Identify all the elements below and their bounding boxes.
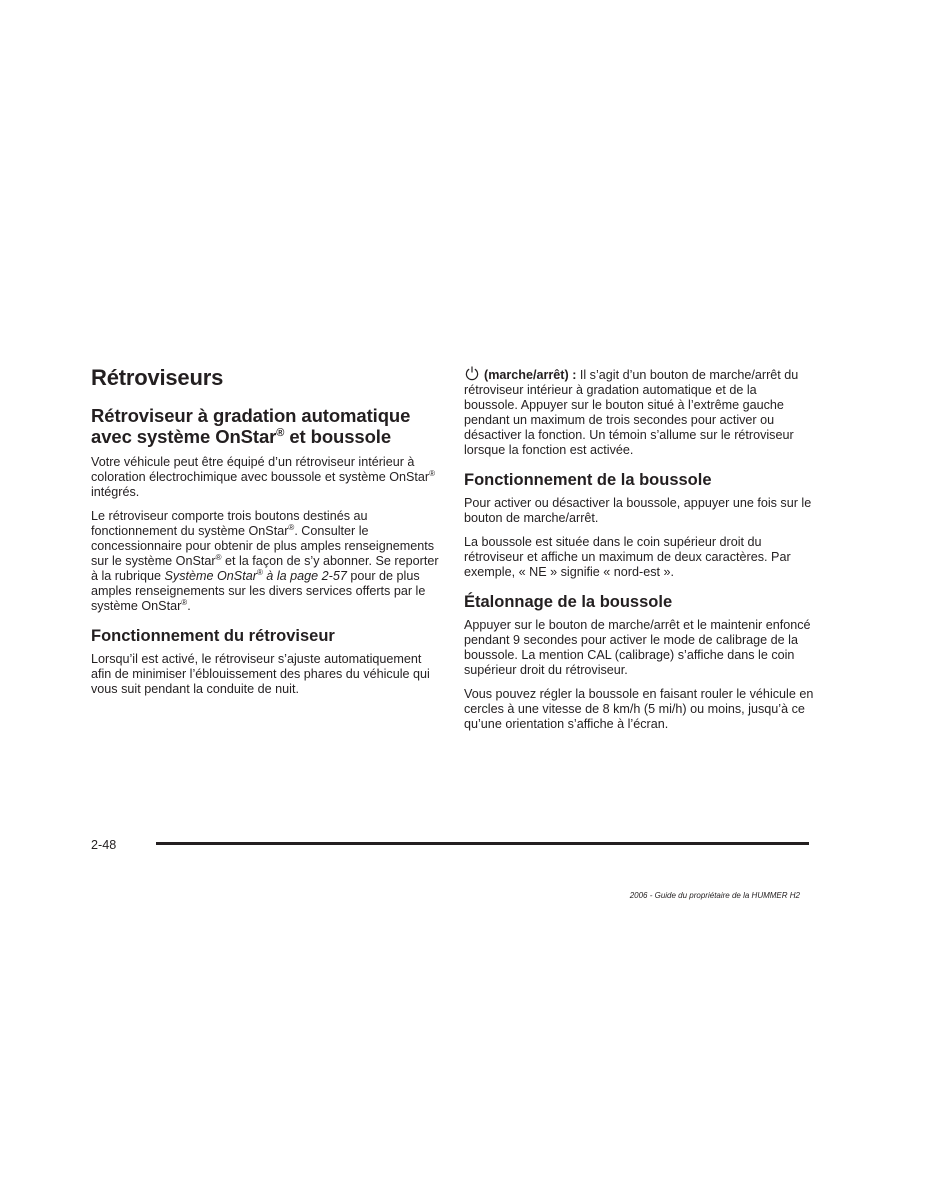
power-button-label: (marche/arrêt) : [484, 368, 577, 382]
section-title: Rétroviseurs [91, 365, 224, 390]
subtitle-line2: avec système OnStar [91, 426, 277, 447]
compass-calibration-heading: Étalonnage de la boussole [464, 593, 673, 611]
buttons-text-4: pour de plus amples renseignements sur les divers services offerts par le système OnStar [91, 569, 426, 613]
power-icon [464, 365, 480, 381]
calibration-mode-paragraph: Appuyer sur le bouton de marche/arrêt et le maintenir enfoncé pendant 9 secondes pour activer le mode de calibrage de la boussole. La mention CAL (calibrage) s’affiche dans le coin supérieur droit du rétroviseur. [464, 618, 811, 677]
compass-operation-heading: Fonctionnement de la boussole [464, 471, 712, 489]
footer-rule [156, 842, 809, 845]
intro-paragraph [91, 455, 441, 500]
page-number: 2-48 [91, 838, 117, 852]
calibration-drive-paragraph: Vous pouvez régler la boussole en faisant rouler le véhicule en cercles à une vitesse de 8 km/h (5 mi/h) ou moins, jusqu’à ce qu’une orientation s’affiche à l’écran. [464, 687, 814, 731]
left-column [91, 365, 441, 706]
buttons-text-end: . [187, 599, 191, 613]
buttons-text-3: et la façon de s’y abonner. Se reporter à la rubrique [91, 554, 439, 583]
registered-mark: ® [256, 567, 263, 577]
mirror-operation-heading: Fonctionnement du rétroviseur [91, 627, 335, 645]
power-button-text: Il s’agit d’un bouton de marche/arrêt du rétroviseur intérieur à gradation automatique et de la boussole. Appuyer sur le bouton situé à l’extrême gauche pendant un maximum de trois secondes pour activer ou désactiver la fonction. Un témoin s’allume sur le rétroviseur lorsque la fonction est activée. [464, 368, 799, 457]
compass-activation-paragraph: Pour activer ou désactiver la boussole, appuyer une fois sur le bouton de marche/arrêt. [464, 496, 812, 525]
buttons-paragraph [91, 509, 441, 614]
registered-mark: ® [429, 468, 436, 478]
cross-reference-title: Système OnStar [164, 569, 257, 583]
onstar-cross-reference[interactable] [165, 569, 347, 583]
subtitle-line2-end: et boussole [284, 426, 392, 447]
subtitle-line1: Rétroviseur à gradation automatique [91, 405, 411, 426]
registered-mark: ® [276, 426, 285, 439]
buttons-text: Le rétroviseur comporte trois boutons destinés au fonctionnement du système OnStar [91, 509, 368, 538]
footer-caption: 2006 - Guide du propriétaire de la HUMMER H2 [629, 891, 800, 900]
right-column [464, 365, 814, 741]
registered-mark: ® [215, 552, 222, 562]
registered-mark: ® [288, 522, 295, 532]
intro-text: Votre véhicule peut être équipé d’un rétroviseur intérieur à coloration électrochimique avec boussole et système OnStar [91, 455, 430, 484]
mirror-operation-paragraph: Lorsqu’il est activé, le rétroviseur s’ajuste automatiquement afin de minimiser l’éblouissement des phares du véhicule qui vous suit pendant la conduite de nuit. [91, 652, 430, 696]
compass-display-paragraph: La boussole est située dans le coin supérieur droit du rétroviseur et affiche un maximum de deux caractères. Par exemple, « NE » signifie « nord-est ». [464, 535, 791, 579]
power-button-paragraph [464, 365, 814, 458]
cross-reference-page: à la page 2-57 [262, 569, 347, 583]
buttons-text-2: . Consulter le concessionnaire pour obtenir de plus amples renseignements sur le système OnStar [91, 524, 435, 568]
registered-mark: ® [181, 597, 188, 607]
intro-text-end: intégrés. [91, 485, 140, 499]
mirror-subtitle [91, 405, 441, 447]
